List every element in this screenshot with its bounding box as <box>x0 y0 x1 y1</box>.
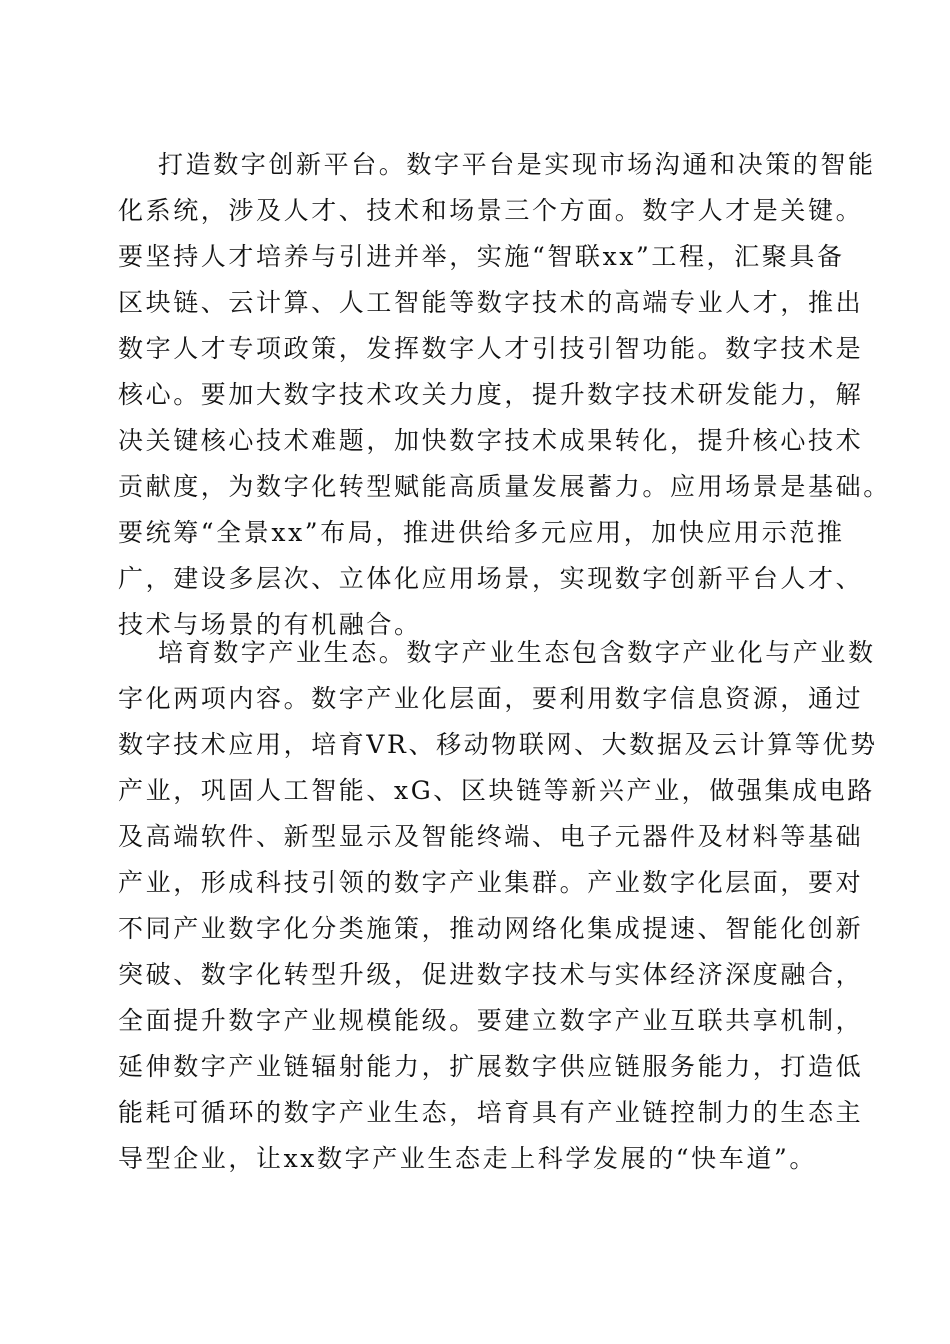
paragraph-digital-innovation-platform <box>118 142 891 648</box>
text-line: 不同产业数字化分类施策，推动网络化集成提速、智能化创新 <box>118 914 864 943</box>
text-line: 及高端软件、新型显示及智能终端、电子元器件及材料等基础 <box>118 822 864 851</box>
text-line: 区块链、云计算、人工智能等数字技术的高端专业人才，推出 <box>118 288 864 317</box>
text-line: 延伸数字产业链辐射能力，扩展数字供应链服务能力，打造低 <box>118 1052 864 1081</box>
text-line: 化系统，涉及人才、技术和场景三个方面。数字人才是关键。 <box>118 196 864 225</box>
text-line: 决关键核心技术难题，加快数字技术成果转化，提升核心技术 <box>118 426 864 455</box>
text-line: 打造数字创新平台。数字平台是实现市场沟通和决策的智能 <box>158 150 876 179</box>
text-line: 导型企业，让xx数字产业生态走上科学发展的“快车道”。 <box>118 1144 817 1173</box>
paragraph-digital-industry-ecosystem <box>118 630 878 1182</box>
text-line: 全面提升数字产业规模能级。要建立数字产业互联共享机制， <box>118 1006 864 1035</box>
text-line: 技术与场景的有机融合。 <box>118 610 422 639</box>
text-line: 能耗可循环的数字产业生态，培育具有产业链控制力的生态主 <box>118 1098 864 1127</box>
text-line: 培育数字产业生态。数字产业生态包含数字产业化与产业数 <box>158 638 876 667</box>
text-line: 产业，巩固人工智能、xG、区块链等新兴产业，做强集成电路 <box>118 776 875 805</box>
text-line: 核心。要加大数字技术攻关力度，提升数字技术研发能力，解 <box>118 380 864 409</box>
text-line: 要统筹“全景xx”布局，推进供给多元应用，加快应用示范推 <box>118 518 845 547</box>
text-line: 广，建设多层次、立体化应用场景，实现数字创新平台人才、 <box>118 564 864 593</box>
text-line: 产业，形成科技引领的数字产业集群。产业数字化层面，要对 <box>118 868 864 897</box>
text-line: 突破、数字化转型升级，促进数字技术与实体经济深度融合， <box>118 960 864 989</box>
text-line: 要坚持人才培养与引进并举，实施“智联xx”工程，汇聚具备 <box>118 242 845 271</box>
text-line: 字化两项内容。数字产业化层面，要利用数字信息资源，通过 <box>118 684 864 713</box>
text-line: 贡献度，为数字化转型赋能高质量发展蓄力。应用场景是基础。 <box>118 472 891 501</box>
text-line: 数字技术应用，培育VR、移动物联网、大数据及云计算等优势 <box>118 730 878 759</box>
text-line: 数字人才专项政策，发挥数字人才引技引智功能。数字技术是 <box>118 334 864 363</box>
